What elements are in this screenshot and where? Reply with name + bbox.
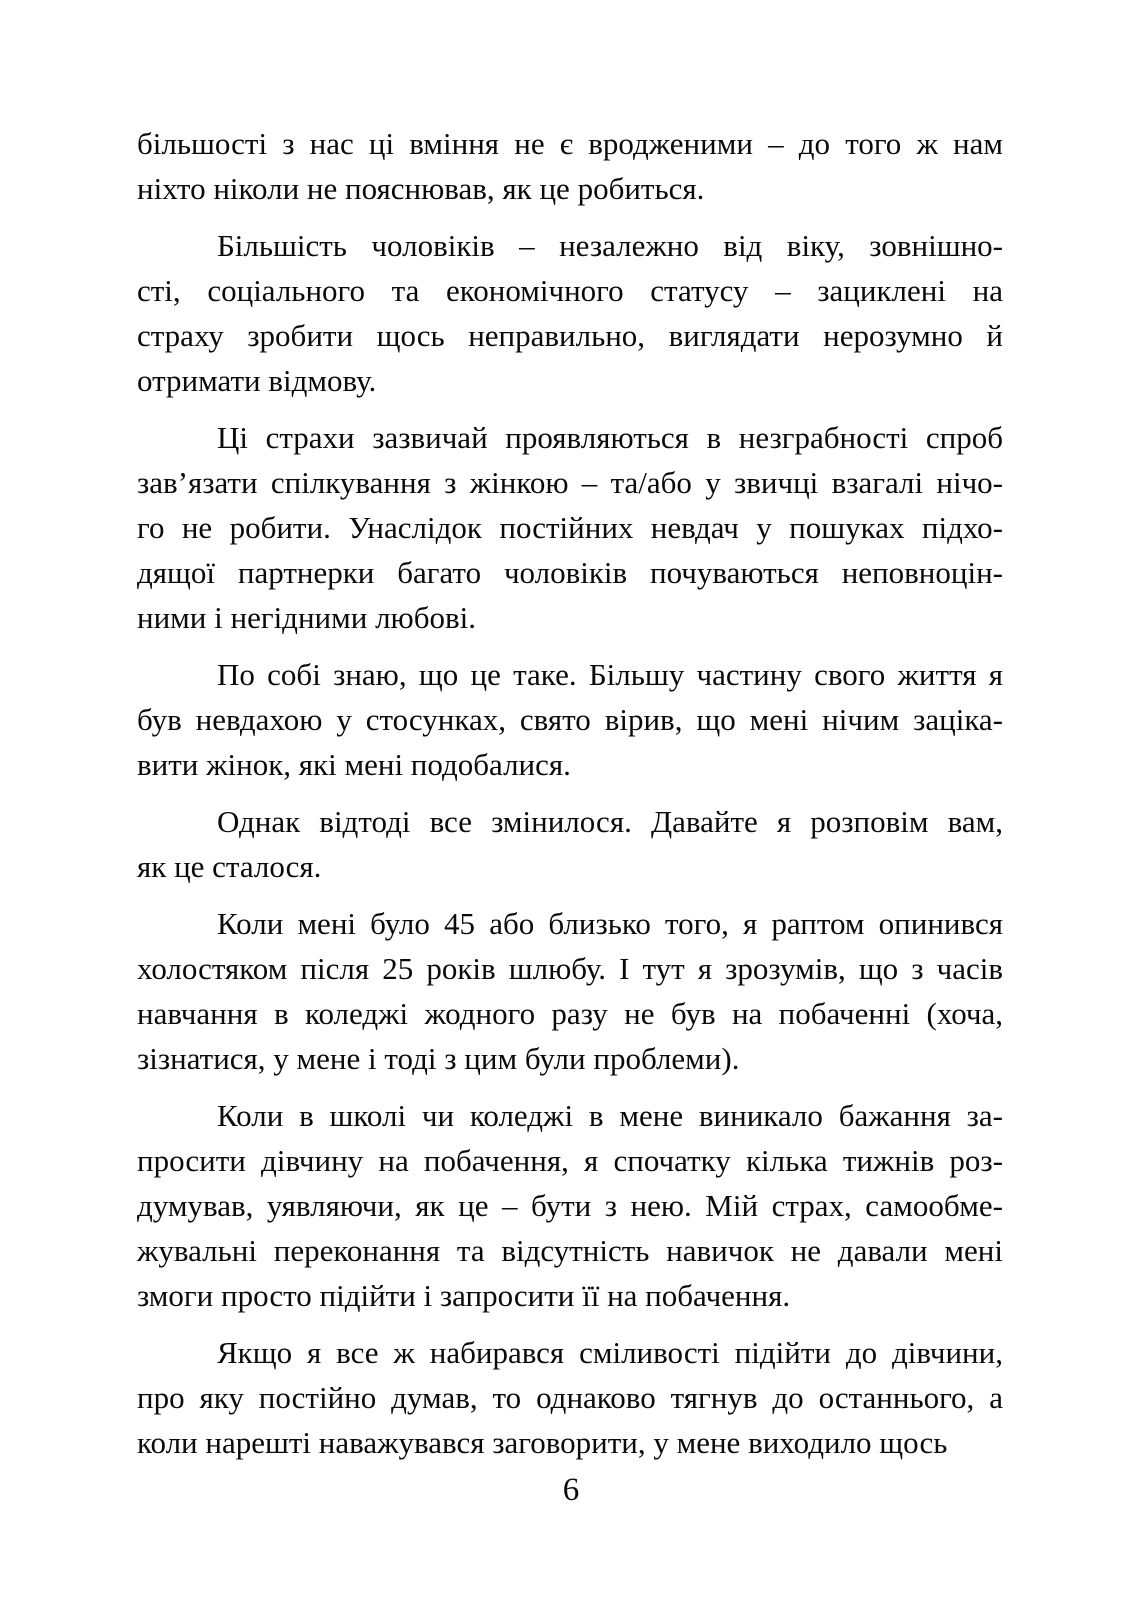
text-line: вити жінок, які мені подобалися. [137, 747, 571, 782]
text-line: коли нарешті наважувався заговорити, у мене виходило щось [137, 1425, 948, 1460]
paragraph [137, 652, 1003, 787]
text-line: Ці страхи зазвичай проявляються в незграбності спроб [217, 420, 1003, 455]
text-line: го не робити. Унаслідок постійних невдач у пошуках підхо- [137, 510, 1003, 545]
text-line: змоги просто підійти і запросити її на побачення. [137, 1278, 791, 1313]
page-number: 6 [562, 1472, 580, 1508]
text-line: Більшість чоловіків – незалежно від віку, зовнішно- [217, 228, 1003, 263]
text-line: навчання в коледжі жодного разу не був на побаченні (хоча, [137, 996, 1003, 1031]
text-line: про яку постійно думав, то однаково тягнув до останнього, а [137, 1380, 1003, 1415]
text-line: зізнатися, у мене і тоді з цим були проблеми). [137, 1041, 740, 1076]
text-line: холостяком після 25 років шлюбу. І тут я зрозумів, що з часів [137, 951, 1003, 986]
text-line: отримати відмову. [137, 363, 377, 398]
paragraph [137, 1330, 1003, 1465]
text-line: як це сталося. [137, 849, 322, 884]
text-line: Коли в школі чи коледжі в мене виникало бажання за- [217, 1098, 1003, 1133]
text-line: думував, уявляючи, як це – бути з нею. Мій страх, самообме- [137, 1188, 1003, 1223]
text-line: більшості з нас ці вміння не є вродженими – до того ж нам [137, 126, 1003, 161]
paragraph [137, 799, 1003, 889]
text-line: Однак відтоді все змінилося. Давайте я розповім вам, [217, 804, 1003, 839]
text-line: страху зробити щось неправильно, виглядати нерозумно й [137, 318, 1003, 353]
text-line: дящої партнерки багато чоловіків почуваються неповноцін- [137, 555, 1003, 590]
text-line: ніхто ніколи не пояснював, як це робиться. [137, 171, 705, 206]
paragraph [137, 223, 1003, 403]
text-line: зав’язати спілкування з жінкою – та/або у звичці взагалі нічо- [137, 465, 1003, 500]
text-line: Якщо я все ж набирався сміливості підійти до дівчини, [217, 1335, 1003, 1370]
page-text [137, 121, 1003, 1465]
text-line: був невдахою у стосунках, свято вірив, що мені нічим заціка- [137, 702, 1003, 737]
text-line: жувальні переконання та відсутність навичок не давали мені [137, 1233, 1003, 1268]
text-line: ними і негідними любові. [137, 600, 476, 635]
paragraph [137, 901, 1003, 1081]
paragraph [137, 415, 1003, 640]
text-line: просити дівчину на побачення, я спочатку кілька тижнів роз- [137, 1143, 1003, 1178]
text-line: По собі знаю, що це таке. Більшу частину свого життя я [217, 657, 1003, 692]
paragraph [137, 1093, 1003, 1318]
text-line: Коли мені було 45 або близько того, я раптом опинився [217, 906, 1003, 941]
paragraph [137, 121, 1003, 211]
text-line: сті, соціального та економічного статусу – зациклені на [137, 273, 1003, 308]
